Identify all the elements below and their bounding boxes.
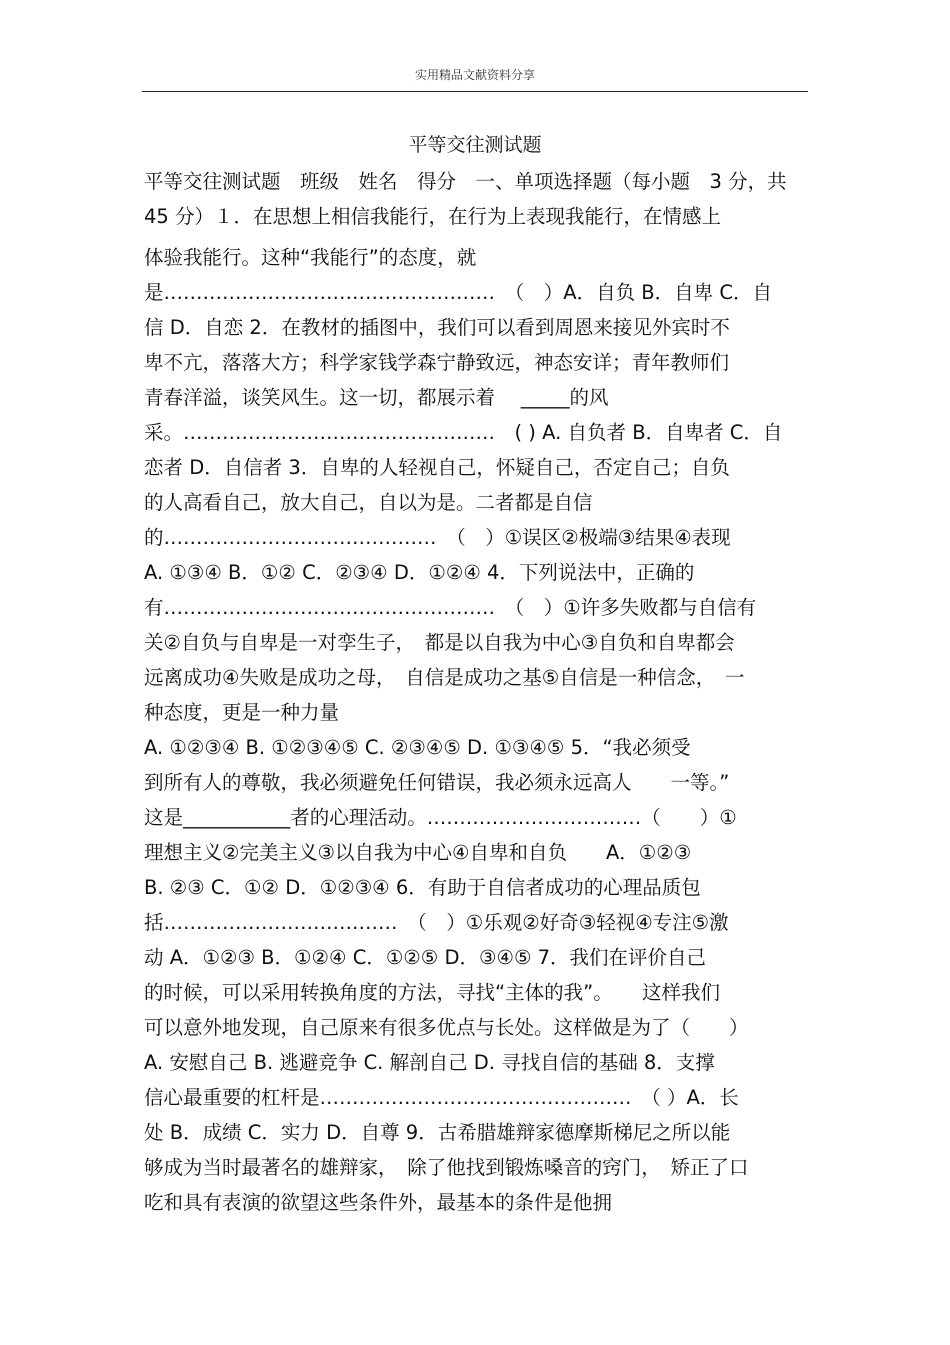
text-line: 平等交往测试题 班级 姓名 得分 一、单项选择题（每小题 3 分，共 xyxy=(144,170,787,193)
text-line: 采。………………………………………… ( ) A. 自负者 B．自卑者 C．自 xyxy=(144,421,783,444)
text-line: 这是___________者的心理活动。……………………………（ ）① xyxy=(144,806,737,829)
text-line: 青春洋溢，谈笑风生。这一切，都展示着 _____的风 xyxy=(144,386,609,409)
text-line: A. ①②③④ B. ①②③④⑤ C. ②③④⑤ D. ①③④⑤ 5．“我必须受 xyxy=(144,736,691,759)
text-line: 体验我能行。这种“我能行”的态度，就 xyxy=(144,246,477,269)
text-line: 可以意外地发现，自己原来有很多优点与长处。这样做是为了（ ） xyxy=(144,1016,749,1039)
text-line: 处 B．成绩 C．实力 D．自尊 9．古希腊雄辩家德摩斯梯尼之所以能 xyxy=(144,1121,731,1144)
text-line: 括……………………………… （ ）①乐观②好奇③轻视④专注⑤激 xyxy=(144,911,729,934)
text-line: A. ①③④ B．①② C．②③④ D．①②④ 4．下列说法中，正确的 xyxy=(144,561,695,584)
document-title: 平等交往测试题 xyxy=(408,134,542,156)
text-line: 种态度，更是一种力量 xyxy=(144,701,340,724)
text-line: 远离成功④失败是成功之母， 自信是成功之基⑤自信是一种信念， 一 xyxy=(144,666,745,689)
text-line: 卑不亢，落落大方；科学家钱学森宁静致远，神态安详；青年教师们 xyxy=(144,351,730,374)
text-line: 的时候，可以采用转换角度的方法，寻找“主体的我”。 这样我们 xyxy=(144,981,720,1004)
text-line: 是…………………………………………… （ ）A．自负 B．自卑 C．自 xyxy=(144,281,772,304)
text-line: 到所有人的尊敬，我必须避免任何错误，我必须永远高人 一等。” xyxy=(144,771,730,794)
text-line: 理想主义②完美主义③以自我为中心④自卑和自负 A．①②③ xyxy=(144,841,692,864)
text-line: 有…………………………………………… （ ）①许多失败都与自信有 xyxy=(144,596,757,619)
text-line: 关②自负与自卑是一对孪生子， 都是以自我为中心③自负和自卑都会 xyxy=(144,631,735,654)
text-line: 恋者 D．自信者 3．自卑的人轻视自己，怀疑自己，否定自己；自负 xyxy=(144,456,730,479)
text-line: B. ②③ C．①② D．①②③④ 6．有助于自信者成功的心理品质包 xyxy=(144,876,701,899)
text-line: 45 分）１．在思想上相信我能行，在行为上表现我能行，在情感上 xyxy=(144,205,722,228)
text-line: 够成为当时最著名的雄辩家， 除了他找到锻炼嗓音的窍门， 矫正了口 xyxy=(144,1156,749,1179)
text-line: 动 A．①②③ B．①②④ C．①②⑤ D．③④⑤ 7．我们在评价自己 xyxy=(144,946,707,969)
header-divider xyxy=(142,91,808,92)
page-header: 实用精品文献资料分享 xyxy=(414,68,535,82)
text-line: 的人高看自己，放大自己，自以为是。二者都是自信 xyxy=(144,491,593,514)
text-line: 信心最重要的杠杆是………………………………………… （ ）A．长 xyxy=(144,1086,739,1109)
text-line: 的…………………………………… （ ）①误区②极端③结果④表现 xyxy=(144,526,731,549)
text-line: 吃和具有表演的欲望这些条件外，最基本的条件是他拥 xyxy=(144,1191,613,1214)
text-line: A. 安慰自己 B. 逃避竞争 C. 解剖自己 D. 寻找自信的基础 8．支撑 xyxy=(144,1051,715,1074)
text-line: 信 D．自恋 2．在教材的插图中，我们可以看到周恩来接见外宾时不 xyxy=(144,316,730,339)
